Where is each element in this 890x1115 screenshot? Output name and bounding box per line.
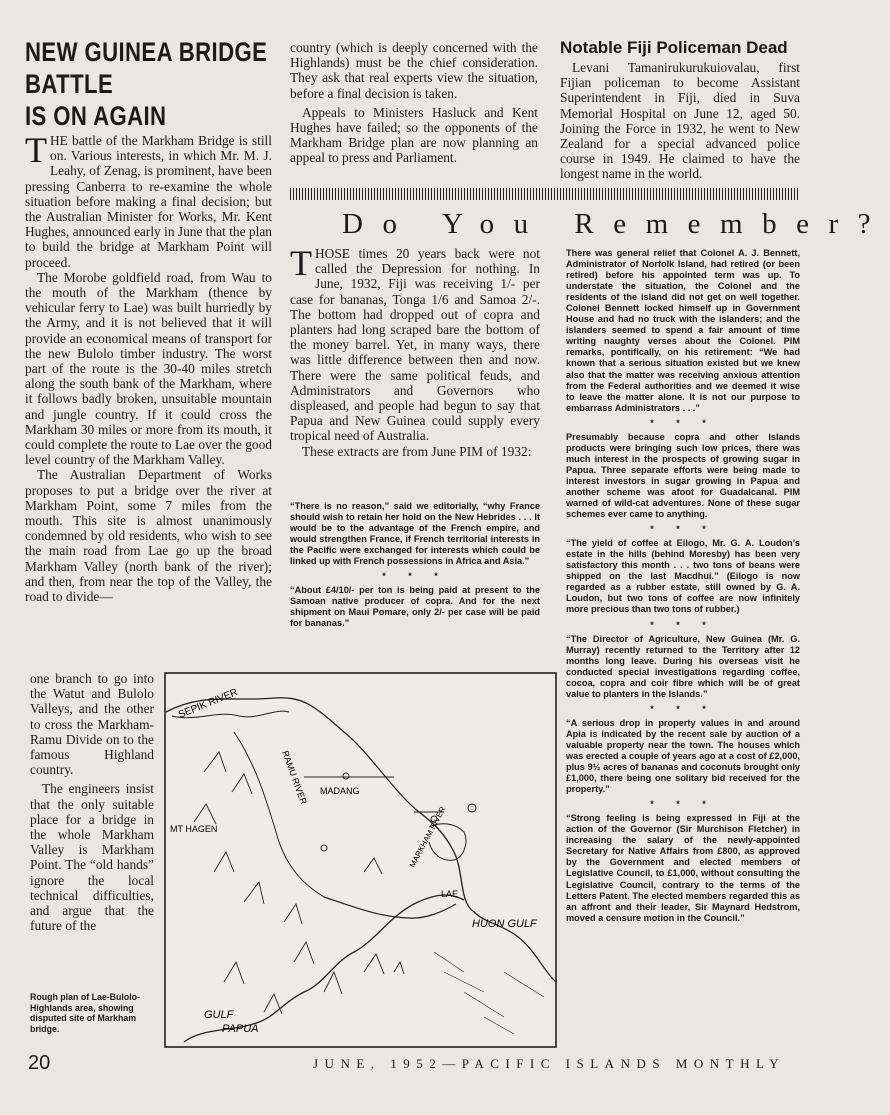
bridge-continuation (290, 40, 538, 166)
quote-samoa-copra: “About £4/10/- per ton is being paid at present to the Samoan native producer of copra. And for the next shipment on Maui Pomare, only 2/- per case will be paid for bananas.” (290, 585, 540, 629)
fiji-headline: Notable Fiji Policeman Dead (560, 38, 788, 57)
bridge-paragraph-3-cont: one branch to go into the Watut and Bulolo Valleys, and the other to cross the Markham-Ramu Divide on to the famous Highland country. (30, 671, 154, 778)
separator-stars: * * * (650, 619, 716, 630)
bridge-paragraph-2: The Morobe goldfield road, from Wau to the mouth of the Markham (thence by vehicular ferry to Lae) was built hurriedly by the Army, and it is not believed that it will provide an economical means of transport for the new Bulolo timber industry. The worst part of the route is the 30-40 miles stretch along the south bank of the Markham, where it follows badly broken, unsuitable mountain and jungle country. If it could cross the Markham 30 miles or more from its mouth, it could complete the route to Lae over the good level country of the Markham Valley. (25, 269, 272, 468)
bridge-paragraph-4: The engineers insist that the only suitable place for a bridge in the whole Markham Valley is Markham Point. The “old hands” ignore the local technical difficulties, and argue that the future of the (30, 781, 154, 934)
separator-stars: * * * (650, 417, 716, 428)
page-number: 20 (28, 1052, 51, 1074)
remember-dropcap: T (290, 243, 312, 283)
label-papua: PAPUA (222, 1023, 259, 1035)
bridge-article (25, 36, 283, 132)
remember-main (290, 243, 540, 459)
separator-stars: * * * (650, 703, 716, 714)
bridge-dropcap: T (25, 130, 47, 170)
bridge-body-narrow (30, 671, 154, 933)
bridge-headline-line3: IS ON AGAIN (25, 101, 167, 131)
remember-quotes (290, 501, 540, 634)
map-drawing (164, 672, 557, 1048)
label-ramu: RAMU RIVER (280, 749, 309, 806)
item-fiji-salary: “Strong feeling is being expressed in Fiji at the action of the Governor (Sir Murchison Fletcher) in increasing the salary of the newly-appointed Secretary for Native Affairs from £800, as approved by the Government and elected members of Legislative Council, to £1,000, without consulting the Legislative Council, contrary to the terms of the Letters Patent. The elected members regarded this as an affront and their leader, Sir Maynard Hedstrom, moved a censure motion in the Council.” (566, 813, 800, 923)
remember-paragraph-2: These extracts are from June PIM of 1932: (302, 443, 532, 459)
label-sepik: SEPIK RIVER (177, 687, 240, 721)
separator-stars: * * * (382, 571, 448, 582)
label-lae: LAE (441, 889, 459, 899)
item-agriculture: “The Director of Agriculture, New Guinea (Mr. G. Murray) recently returned to the Territory after 12 months long leave. During his overseas visit he conducted special investigations regarding coffee, cocoa, copra and coir fibre which will be of great value to planters in the Islands.” (566, 633, 800, 699)
bridge-headline (25, 36, 268, 132)
map-caption: Rough plan of Lae-Bulolo-Highlands area, showing disputed site of Markham bridge. (30, 992, 140, 1034)
fiji-body: Levani Tamanirukurukuiovalau, first Fijian policeman to become Assistant Superintendent in Fiji, died in Suva Memorial Hospital on June 12, aged 50. Joining the Force in 1932, he went to New Zealand for a special advanced police course in 1949. He claimed to have the longest name in the world. (560, 60, 800, 182)
label-huon: HUON GULF (472, 918, 537, 930)
bridge-col2-paragraph-2: Appeals to Ministers Hasluck and Kent Hughes have failed; so the opponents of the Markham Bridge plan are now planning an appeal to press and Parliament. (290, 104, 538, 166)
separator-stars: * * * (650, 524, 716, 535)
remember-headline: Do You Remember? (342, 208, 890, 240)
running-footer: JUNE, 1952—PACIFIC ISLANDS MONTHLY (313, 1056, 786, 1071)
bridge-col2-paragraph-1: country (which is deeply concerned with the Highlands) must be the chief consideration. They ask that real experts view the situation, before a final decision is taken. (290, 40, 538, 101)
bridge-headline-line2: BATTLE (25, 69, 114, 99)
label-madang: MADANG (320, 786, 360, 796)
bridge-paragraph-1: THE battle of the Markham Bridge is still on. Various interests, in which Mr. M. J. Leahy, of Zenag, is prominent, have been pressing Canberra to re-examine the whole situation before making a final decision; but the Australian Minister for Works, Mr. Kent Hughes, announced early in June that the plan to build the bridge at Markham Point will proceed. (25, 130, 272, 270)
item-coffee: “The yield of coffee at Eilogo, Mr. G. A. Loudon’s estate in the hills (behind Moresby) has been very satisfactory this month . . . two tons of beans were shipped on the last Macdhui.” (Eilogo is now regarded as a rubber estate, still owned by G. A. Loudon, but two tons of coffee are now infinitely more precious than two tons of rubber.) (566, 538, 800, 615)
remember-right-column (566, 248, 800, 928)
label-markham: MARKHAM RIVER (407, 805, 448, 869)
section-divider-rule (290, 188, 798, 200)
remember-paragraph-1: THOSE times 20 years back were not called the Depression for nothing. In June, 1932, Fiji was receiving 1/- per case for bananas, Tonga 1/6 and Samoa 2/-. The bottom had dropped out of copra and planters had long scraped bare the bottom of the money barrel. Yet, in many ways, there was little difference between then and now. There were the same political feuds, and Administrators and Governors who displeased, and people had begun to say that Papua and New Guinea could supply every tropical need of Australia. (290, 243, 540, 444)
separator-stars: * * * (650, 799, 716, 810)
bridge-body (25, 130, 272, 605)
item-norfolk: There was general relief that Colonel A. J. Bennett, Administrator of Norfolk Island, had retired (or been retired) before his appointed term was up. To understate the situation, the Colonel and the residents of the island did not get on well together. Colonel Bennett locked himself up in Government House and had no truck with the islanders; and the islanders seemed to spend a fair amount of time writing naughty verses about the Colonel. PIM remarks, pontifically, on his retirement: “We had known that a serious situation existed but we knew also that the matter was receiving anxious attention from the Federal authorities and we deemed it wise to leave the matter alone. It is not our purpose to embarrass Administrators . . .” (566, 248, 800, 413)
bridge-paragraph-3: The Australian Department of Works proposes to put a bridge over the river at Markham Point, some 7 miles from the mouth. This site is almost unanimously condemned by old residents, who wish to see the main road from Lae go up the broad Markham Valley (north bank of the river); and then, from near the top of the Valley, the road to divide— (25, 467, 272, 605)
bridge-headline-line1: NEW GUINEA BRIDGE (25, 37, 268, 67)
item-sugar: Presumably because copra and other Islands products were bringing such low prices, there was much interest in the prospects of growing sugar in Papua. Three separate efforts were being made to interest investors in sugar growing in Papua and another scheme was afoot for Guadalcanal. PIM warned of wild-cat adventures. None of these sugar schemes ever came to anything. (566, 431, 800, 520)
fiji-article (560, 38, 800, 182)
label-mthagen: MT HAGEN (170, 824, 218, 834)
item-apia: “A serious drop in property values in and around Apia is indicated by the recent sale by auction of a valuable property near the town. The houses which was erected a couple of years ago at a cost of £2,000, plus 9½ acres of bananas and coconuts brought only £1,000, there being one solitary bid received for the property.” (566, 717, 800, 795)
label-gulf: GULF (204, 1009, 234, 1021)
quote-new-hebrides: “There is no reason,” said we editorially, “why France should wish to retain her hold on the New Hebrides . . . It would be to the advantage of the French empire, and would strengthen France, if French territorial interests in the Pacific were exchanged for interests which could be linked up with French possessions in Africa and Asia.” (290, 501, 540, 567)
markham-map (164, 672, 557, 1048)
